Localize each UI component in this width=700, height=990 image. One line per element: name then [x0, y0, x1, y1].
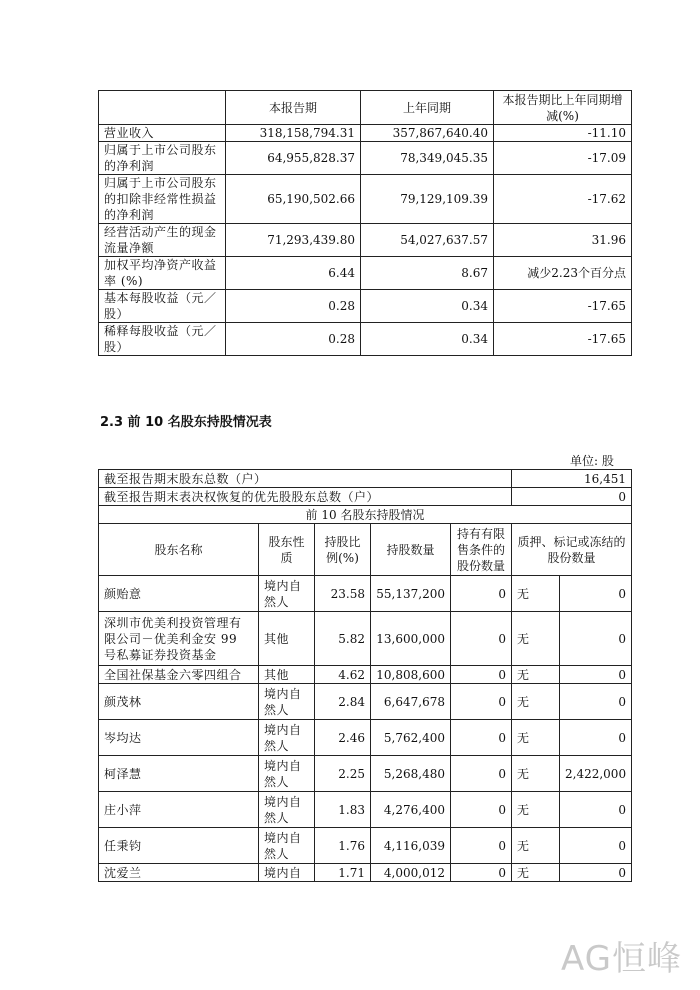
prior-period-value: 78,349,045.35: [361, 142, 494, 175]
row-label: 基本每股收益（元／股）: [99, 290, 226, 323]
shareholder-type: 其他: [259, 666, 315, 684]
header-cell-pledged: 质押、标记或冻结的股份数量: [512, 524, 632, 576]
header-cell-restricted: 持有有限售条件的股份数量: [451, 524, 512, 576]
pledged-shares: 0: [560, 684, 632, 720]
current-period-value: 0.28: [226, 290, 361, 323]
shareholder-row: [99, 720, 632, 756]
subheader-row: [99, 506, 632, 524]
shareholder-name: 颜茂林: [99, 684, 259, 720]
shareholder-type: 境内自然人: [259, 756, 315, 792]
pledge-status: 无: [512, 666, 560, 684]
current-period-value: 0.28: [226, 323, 361, 356]
shareholder-name: 深圳市优美利投资管理有限公司－优美利金安 99 号私募证券投资基金: [99, 612, 259, 666]
shareholder-name: 全国社保基金六零四组合: [99, 666, 259, 684]
row-label: 稀释每股收益（元／股）: [99, 323, 226, 356]
restricted-shares: 0: [451, 864, 512, 882]
current-period-value: 318,158,794.31: [226, 125, 361, 142]
shareholder-type: 境内自然人: [259, 792, 315, 828]
pledge-status: 无: [512, 756, 560, 792]
shareholder-name: 庄小萍: [99, 792, 259, 828]
change-value: -11.10: [494, 125, 632, 142]
shareholding-pct: 1.83: [315, 792, 371, 828]
pledged-shares: 0: [560, 864, 632, 882]
prior-period-value: 357,867,640.40: [361, 125, 494, 142]
restricted-shares: 0: [451, 666, 512, 684]
shareholder-row: [99, 576, 632, 612]
summary-value: 16,451: [512, 470, 632, 488]
table-row: [99, 142, 632, 175]
shareholding-pct: 5.82: [315, 612, 371, 666]
prior-period-value: 8.67: [361, 257, 494, 290]
shareholder-name: 柯泽慧: [99, 756, 259, 792]
pledged-shares: 0: [560, 792, 632, 828]
shares-held: 4,000,012: [371, 864, 451, 882]
financial-header-cell: 上年同期: [361, 91, 494, 125]
shares-held: 5,762,400: [371, 720, 451, 756]
pledge-status: 无: [512, 792, 560, 828]
shareholder-row: [99, 666, 632, 684]
change-value: -17.62: [494, 175, 632, 224]
shareholder-type: 境内自: [259, 864, 315, 882]
pledge-status: 无: [512, 576, 560, 612]
current-period-value: 64,955,828.37: [226, 142, 361, 175]
restricted-shares: 0: [451, 828, 512, 864]
shareholder-name: 任秉钧: [99, 828, 259, 864]
pledge-status: 无: [512, 684, 560, 720]
pledged-shares: 0: [560, 612, 632, 666]
row-label: 归属于上市公司股东的净利润: [99, 142, 226, 175]
shareholder-name: 岑均达: [99, 720, 259, 756]
restricted-shares: 0: [451, 756, 512, 792]
pledged-shares: 0: [560, 720, 632, 756]
shares-held: 4,276,400: [371, 792, 451, 828]
change-value: 减少2.23个百分点: [494, 257, 632, 290]
restricted-shares: 0: [451, 684, 512, 720]
header-cell-shares: 持股数量: [371, 524, 451, 576]
pledged-shares: 0: [560, 666, 632, 684]
pledge-status: 无: [512, 720, 560, 756]
pledged-shares: 0: [560, 828, 632, 864]
current-period-value: 65,190,502.66: [226, 175, 361, 224]
shareholding-pct: 4.62: [315, 666, 371, 684]
section-title: 2.3 前 10 名股东持股情况表: [100, 415, 272, 430]
table-row: [99, 224, 632, 257]
restricted-shares: 0: [451, 720, 512, 756]
shares-held: 13,600,000: [371, 612, 451, 666]
current-period-value: 71,293,439.80: [226, 224, 361, 257]
restricted-shares: 0: [451, 576, 512, 612]
financial-header-cell: [99, 91, 226, 125]
pledge-status: 无: [512, 612, 560, 666]
summary-row: [99, 470, 632, 488]
financial-header-cell: 本报告期: [226, 91, 361, 125]
table-subheader: 前 10 名股东持股情况: [99, 506, 632, 524]
shareholder-row: [99, 828, 632, 864]
prior-period-value: 0.34: [361, 290, 494, 323]
header-row: [99, 524, 632, 576]
table-row: [99, 323, 632, 356]
shareholding-pct: 1.71: [315, 864, 371, 882]
financial-header-row: [99, 91, 632, 125]
pledge-status: 无: [512, 828, 560, 864]
shareholder-type: 其他: [259, 612, 315, 666]
change-value: -17.65: [494, 323, 632, 356]
table-row: [99, 257, 632, 290]
shareholding-pct: 1.76: [315, 828, 371, 864]
change-value: -17.65: [494, 290, 632, 323]
shares-held: 4,116,039: [371, 828, 451, 864]
restricted-shares: 0: [451, 792, 512, 828]
shareholder-row: [99, 792, 632, 828]
shareholder-row: [99, 864, 632, 882]
shareholder-name: 沈爱兰: [99, 864, 259, 882]
summary-label: 截至报告期末股东总数（户）: [99, 470, 512, 488]
shareholders-table: [98, 469, 632, 882]
shareholder-type: 境内自然人: [259, 720, 315, 756]
shareholding-pct: 2.25: [315, 756, 371, 792]
change-value: -17.09: [494, 142, 632, 175]
summary-row: [99, 488, 632, 506]
header-cell-pct: 持股比例(%): [315, 524, 371, 576]
header-cell-type: 股东性质: [259, 524, 315, 576]
shareholding-pct: 2.84: [315, 684, 371, 720]
shares-held: 5,268,480: [371, 756, 451, 792]
shareholder-type: 境内自然人: [259, 576, 315, 612]
pledged-shares: 2,422,000: [560, 756, 632, 792]
prior-period-value: 54,027,637.57: [361, 224, 494, 257]
row-label: 归属于上市公司股东的扣除非经常性损益的净利润: [99, 175, 226, 224]
current-period-value: 6.44: [226, 257, 361, 290]
shareholding-pct: 23.58: [315, 576, 371, 612]
shareholder-row: [99, 684, 632, 720]
prior-period-value: 79,129,109.39: [361, 175, 494, 224]
prior-period-value: 0.34: [361, 323, 494, 356]
shareholding-pct: 2.46: [315, 720, 371, 756]
shareholder-type: 境内自然人: [259, 684, 315, 720]
brand-watermark: AG恒峰: [560, 939, 682, 979]
pledge-status: 无: [512, 864, 560, 882]
summary-label: 截至报告期末表决权恢复的优先股股东总数（户）: [99, 488, 512, 506]
shareholder-type: 境内自然人: [259, 828, 315, 864]
financial-indicators-table: [98, 90, 632, 356]
restricted-shares: 0: [451, 612, 512, 666]
financial-header-cell: 本报告期比上年同期增减(%): [494, 91, 632, 125]
row-label: 经营活动产生的现金流量净额: [99, 224, 226, 257]
row-label: 营业收入: [99, 125, 226, 142]
table-row: [99, 125, 632, 142]
shares-held: 6,647,678: [371, 684, 451, 720]
shares-held: 10,808,600: [371, 666, 451, 684]
header-cell-name: 股东名称: [99, 524, 259, 576]
shareholder-row: [99, 612, 632, 666]
table-row: [99, 290, 632, 323]
row-label: 加权平均净资产收益率 (%): [99, 257, 226, 290]
table-row: [99, 175, 632, 224]
pledged-shares: 0: [560, 576, 632, 612]
summary-value: 0: [512, 488, 632, 506]
shares-held: 55,137,200: [371, 576, 451, 612]
unit-label: 单位: 股: [570, 454, 614, 468]
change-value: 31.96: [494, 224, 632, 257]
shareholder-name: 颜贻意: [99, 576, 259, 612]
shareholder-row: [99, 756, 632, 792]
